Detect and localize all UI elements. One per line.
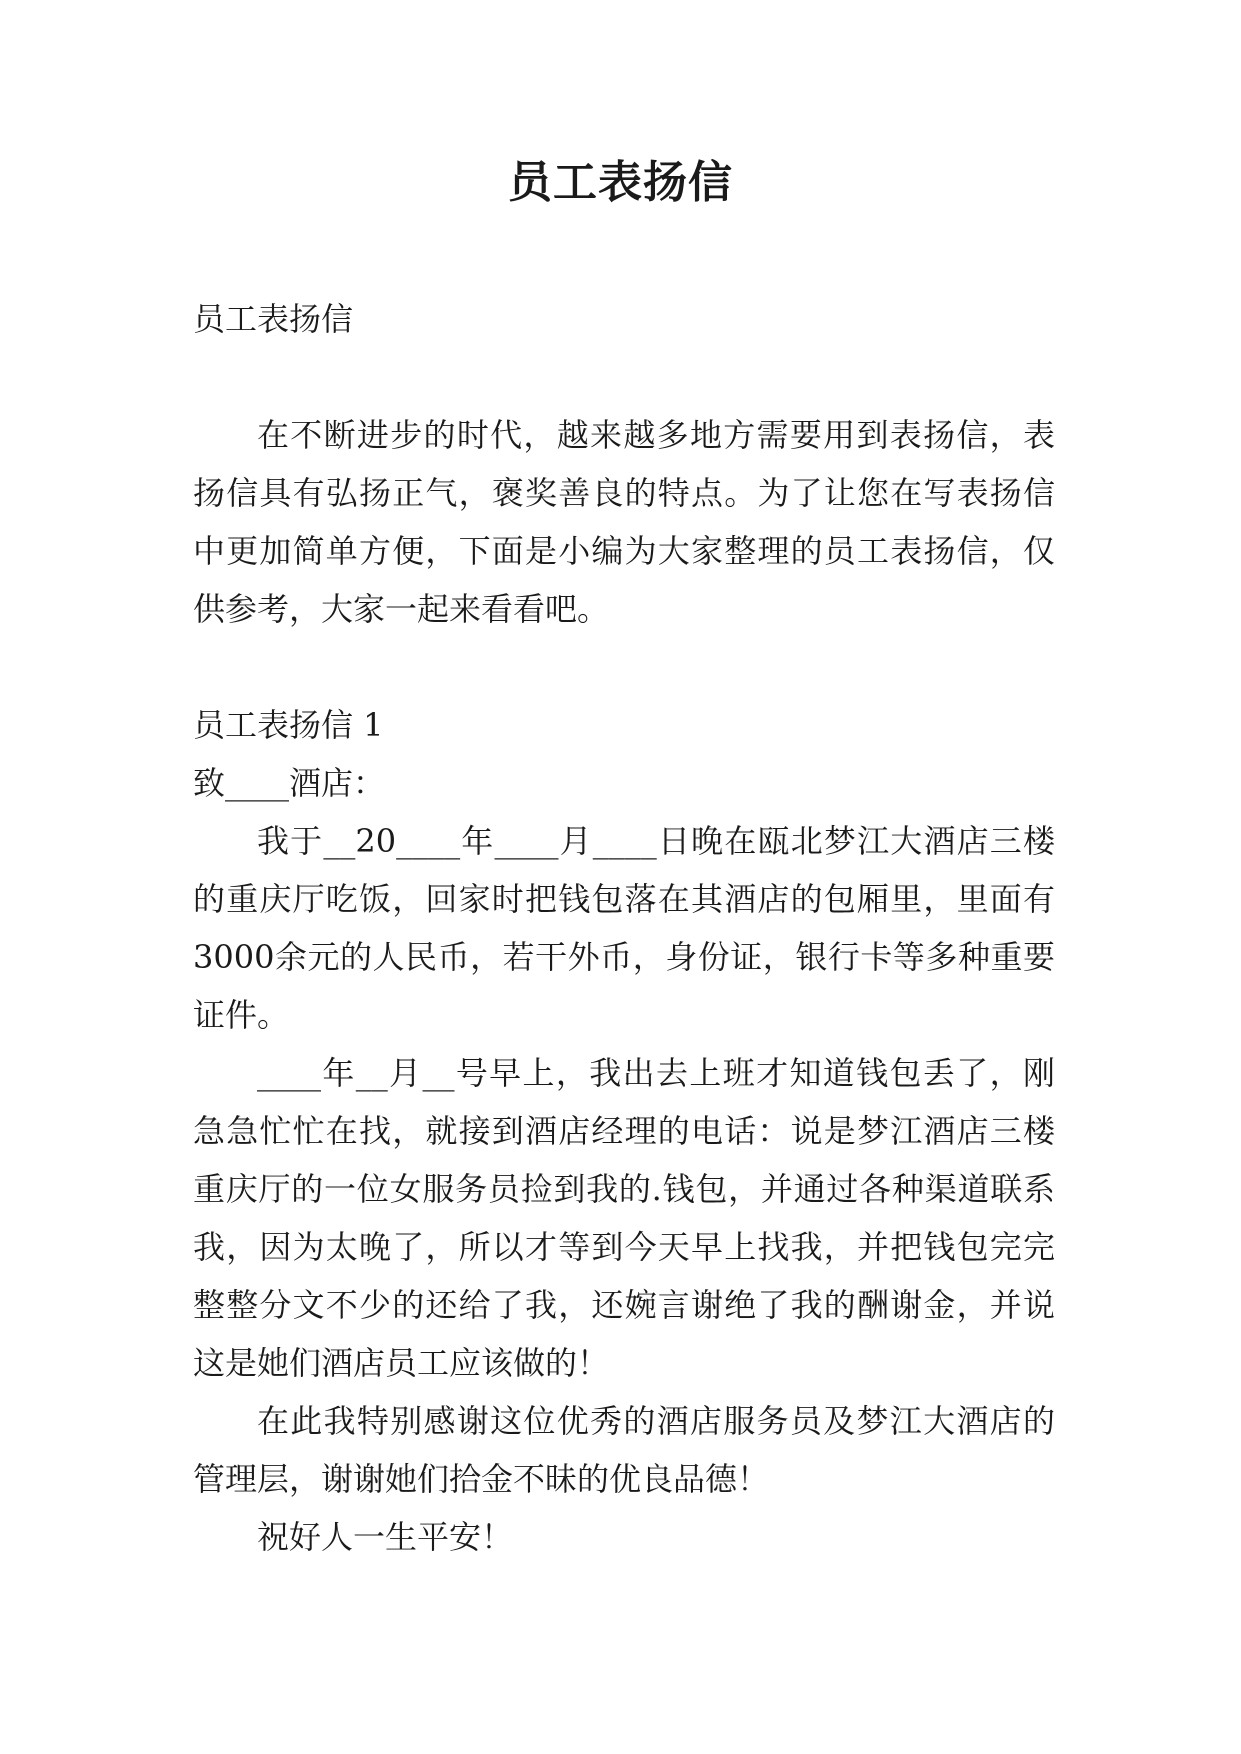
- intro-paragraph: 在不断进步的时代，越来越多地方需要用到表扬信，表扬信具有弘扬正气，褒奖善良的特点。为了让您在写表扬信中更加简单方便，下面是小编为大家整理的员工表扬信，仅供参考，大家一起来看看吧。: [193, 416, 1055, 628]
- letter-paragraph: 在此我特别感谢这位优秀的酒店服务员及梦江大酒店的管理层，谢谢她们拾金不昧的优良品德！: [193, 1402, 1055, 1498]
- letter-salutation: 致____酒店：: [193, 764, 386, 802]
- letter-paragraph: ____年__月__号早上，我出去上班才知道钱包丢了，刚急急忙忙在找，就接到酒店经理的电话：说是梦江酒店三楼重庆厅的一位女服务员捡到我的.钱包，并通过各种渠道联系我，因为太晚了，所以才等到今天早上找我，并把钱包完完整整分文不少的还给了我，还婉言谢绝了我的酬谢金，并说这是她们酒店员工应该做的！: [193, 1054, 1055, 1382]
- letter-closing: 祝好人一生平安！: [257, 1518, 514, 1556]
- document-body: [193, 290, 1055, 1566]
- letter-heading: 员工表扬信 1: [193, 706, 384, 744]
- document-subtitle: 员工表扬信: [193, 300, 354, 338]
- letter-paragraph: 我于__20____年____月____日晚在瓯北梦江大酒店三楼的重庆厅吃饭，回家时把钱包落在其酒店的包厢里，里面有3000余元的人民币，若干外币，身份证，银行卡等多种重要证件。: [193, 822, 1055, 1034]
- page-title: 员工表扬信: [508, 157, 733, 208]
